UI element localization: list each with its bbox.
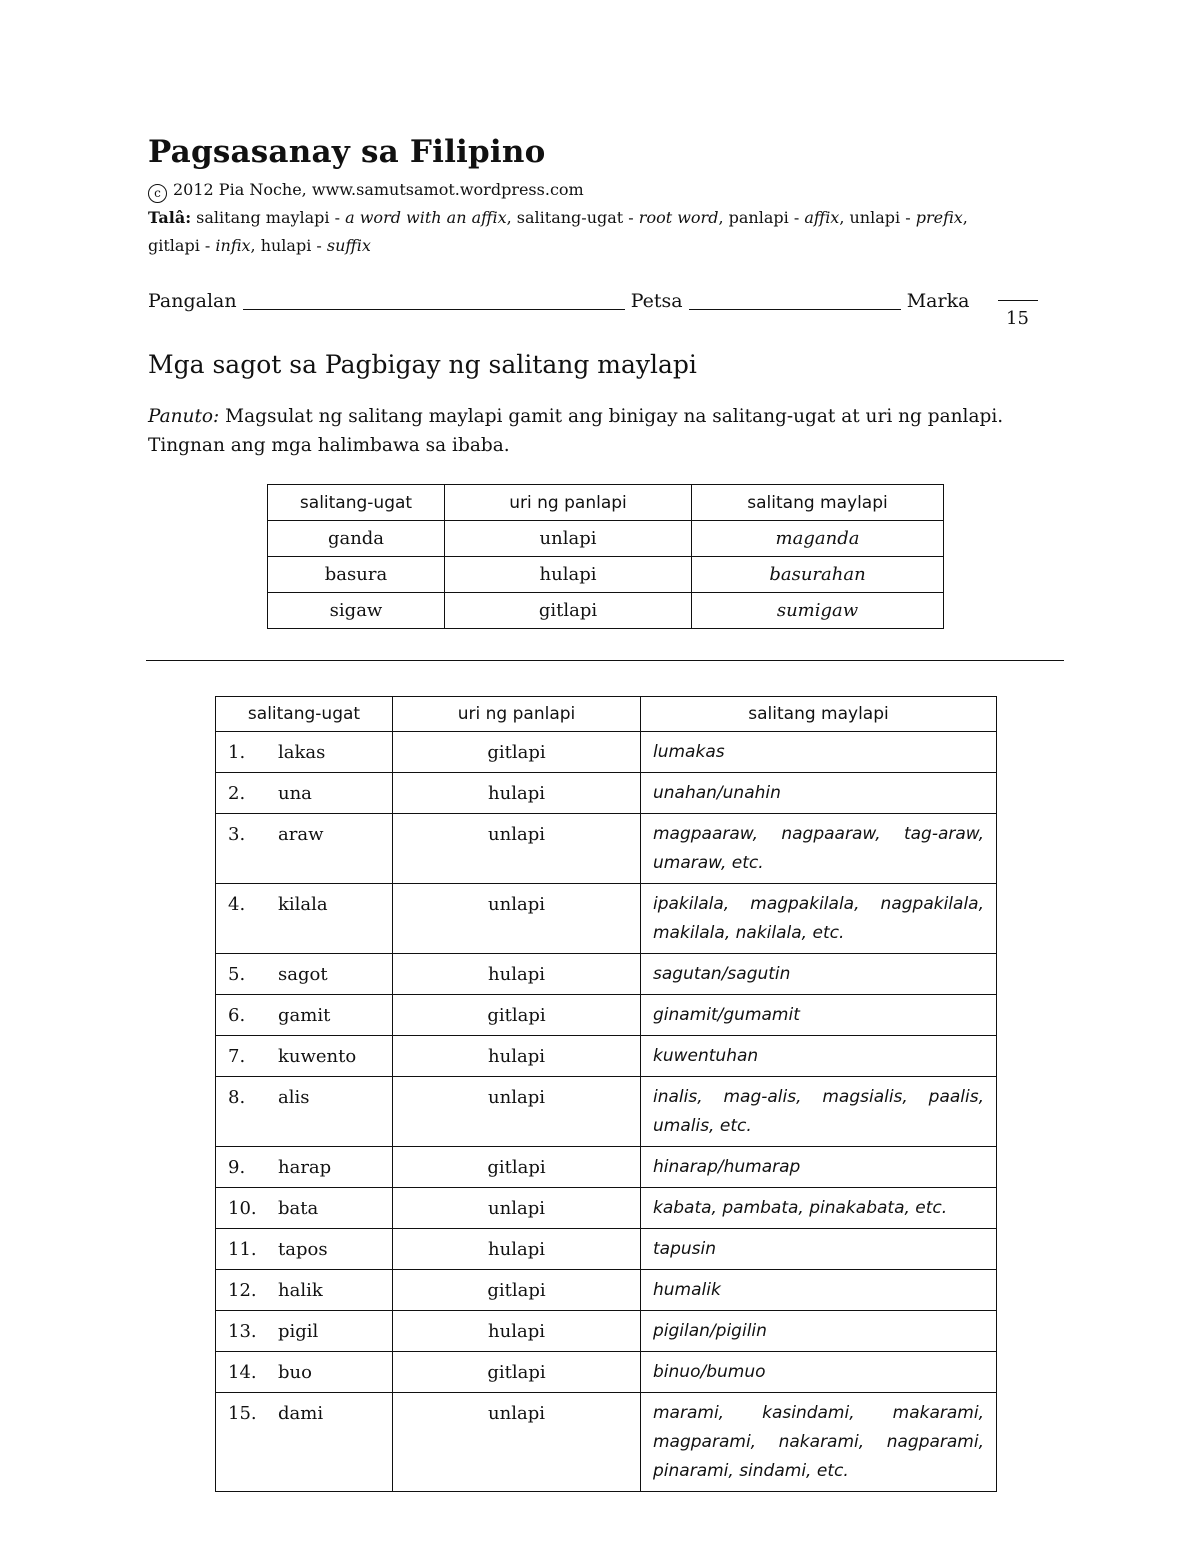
table-row [216,1188,997,1229]
example-table [267,484,944,629]
student-info-fields [148,290,969,312]
glossary-translation: infix [215,236,251,255]
table-row [216,884,997,954]
date-blank[interactable] [689,309,901,310]
root-word-cell: sigaw [268,593,445,629]
instructions [148,402,1078,460]
answer-cell: kuwentuhan [641,1036,997,1077]
affixed-word-cell: maganda [692,521,944,557]
affix-type-cell: unlapi [393,884,641,954]
score-total: 15 [1006,308,1029,329]
glossary-terms [191,208,968,227]
root-word-cell [216,954,393,995]
item-number: 12. [228,1280,257,1301]
glossary-translation: suffix [326,236,371,255]
worksheet-title: Pagsasanay sa Filipino [148,134,546,170]
root-word-cell [216,1393,393,1492]
column-header: salitang-ugat [216,697,393,732]
root-word: halik [278,1280,323,1301]
copyright-text: 2012 Pia Noche, www.samutsamot.wordpress.com [173,180,584,199]
affix-type-cell: gitlapi [393,1270,641,1311]
item-number: 14. [228,1362,257,1383]
glossary-term: , [962,208,968,227]
item-number: 15. [228,1403,257,1424]
name-label: Pangalan [148,290,237,312]
root-word-cell [216,1036,393,1077]
glossary-term: , hulapi - [250,236,327,255]
affix-type-cell: hulapi [445,557,692,593]
root-word-cell: ganda [268,521,445,557]
affixed-word-cell: sumigaw [692,593,944,629]
affix-type-cell: hulapi [393,954,641,995]
glossary-note-line-2 [148,236,371,255]
table-row [216,1077,997,1147]
answer-cell: hinarap/humarap [641,1147,997,1188]
item-number: 7. [228,1046,246,1067]
root-word: una [278,783,312,804]
column-header: uri ng panlapi [393,697,641,732]
date-label: Petsa [630,290,683,312]
answer-cell: ginamit/gumamit [641,995,997,1036]
answer-cell: ipakilala, magpakilala, nagpakilala, makilala, nakilala, etc. [641,884,997,954]
item-number: 6. [228,1005,246,1026]
answer-cell: lumakas [641,732,997,773]
affix-type-cell: unlapi [393,814,641,884]
item-number: 2. [228,783,246,804]
affix-type-cell: hulapi [393,1229,641,1270]
item-number: 9. [228,1157,246,1178]
item-number: 8. [228,1087,246,1108]
column-header: uri ng panlapi [445,485,692,521]
root-word-cell [216,995,393,1036]
answer-cell: magpaaraw, nagpaaraw, tag-araw, umaraw, etc. [641,814,997,884]
table-row [216,814,997,884]
score-label: Marka [906,290,970,312]
affix-type-cell: gitlapi [445,593,692,629]
glossary-translation: a word with an affix [345,208,507,227]
root-word-cell [216,1311,393,1352]
glossary-terms [148,236,371,255]
root-word: gamit [278,1005,331,1026]
table-row [216,954,997,995]
column-header: salitang maylapi [641,697,997,732]
root-word-cell [216,773,393,814]
table-row [216,1352,997,1393]
affix-type-cell: unlapi [393,1188,641,1229]
root-word: dami [278,1403,324,1424]
root-word-cell [216,1077,393,1147]
root-word: harap [278,1157,332,1178]
root-word-cell [216,884,393,954]
root-word-cell [216,732,393,773]
item-number: 10. [228,1198,257,1219]
table-header-row [268,485,944,521]
root-word: araw [278,824,324,845]
answer-cell: tapusin [641,1229,997,1270]
affix-type-cell: unlapi [393,1077,641,1147]
table-row [216,1229,997,1270]
glossary-term: salitang maylapi - [191,208,346,227]
glossary-note-line-1 [148,208,968,227]
name-blank[interactable] [243,309,625,310]
score-blank[interactable] [998,300,1038,301]
affix-type-cell: unlapi [445,521,692,557]
item-number: 11. [228,1239,257,1260]
root-word-cell [216,1147,393,1188]
table-row [216,1311,997,1352]
divider [146,660,1064,661]
root-word: kilala [278,894,328,915]
table-row [268,593,944,629]
glossary-term: gitlapi - [148,236,216,255]
table-row [216,773,997,814]
table-row [216,1393,997,1492]
answer-cell: marami, kasindami, makarami, magparami, nakarami, nagparami, pinarami, sindami, etc. [641,1393,997,1492]
note-label: Talâ: [148,208,192,227]
glossary-translation: prefix [915,208,963,227]
affix-type-cell: gitlapi [393,1147,641,1188]
answer-cell: sagutan/sagutin [641,954,997,995]
item-number: 3. [228,824,246,845]
root-word: buo [278,1362,312,1383]
answer-cell: kabata, pambata, pinakabata, etc. [641,1188,997,1229]
root-word-cell [216,1270,393,1311]
section-heading: Mga sagot sa Pagbigay ng salitang maylapi [148,350,697,379]
item-number: 13. [228,1321,257,1342]
affix-type-cell: hulapi [393,1311,641,1352]
column-header: salitang-ugat [268,485,445,521]
root-word: alis [278,1087,310,1108]
affix-type-cell: hulapi [393,773,641,814]
glossary-term: , panlapi - [718,208,805,227]
table-row [216,995,997,1036]
answer-cell: pigilan/pigilin [641,1311,997,1352]
table-row [268,557,944,593]
root-word-cell [216,1188,393,1229]
answer-table [215,696,997,1492]
affix-type-cell: gitlapi [393,995,641,1036]
root-word-cell [216,814,393,884]
root-word: bata [278,1198,319,1219]
root-word: kuwento [278,1046,357,1067]
column-header: salitang maylapi [692,485,944,521]
answer-cell: inalis, mag-alis, magsialis, paalis, umalis, etc. [641,1077,997,1147]
copyright-line [148,180,584,203]
root-word-cell [216,1352,393,1393]
answer-cell: binuo/bumuo [641,1352,997,1393]
answer-cell: humalik [641,1270,997,1311]
glossary-term: , unlapi - [839,208,916,227]
root-word-cell [216,1229,393,1270]
table-header-row [216,697,997,732]
instruction-label: Panuto: [148,406,220,427]
root-word: tapos [278,1239,328,1260]
affix-type-cell: unlapi [393,1393,641,1492]
root-word: lakas [278,742,326,763]
instruction-text: Magsulat ng salitang maylapi gamit ang binigay na salitang-ugat at uri ng panlapi. Tingnan ang mga halimbawa sa ibaba. [148,406,1004,456]
root-word-cell: basura [268,557,445,593]
root-word: pigil [278,1321,319,1342]
affix-type-cell: gitlapi [393,732,641,773]
table-row [216,1147,997,1188]
affixed-word-cell: basurahan [692,557,944,593]
table-row [268,521,944,557]
table-row [216,1270,997,1311]
affix-type-cell: hulapi [393,1036,641,1077]
copyright-icon: c [148,184,167,203]
item-number: 5. [228,964,246,985]
root-word: sagot [278,964,328,985]
table-row [216,1036,997,1077]
affix-type-cell: gitlapi [393,1352,641,1393]
item-number: 4. [228,894,246,915]
glossary-translation: affix [804,208,840,227]
item-number: 1. [228,742,246,763]
glossary-term: , salitang-ugat - [506,208,639,227]
glossary-translation: root word [638,208,719,227]
answer-cell: unahan/unahin [641,773,997,814]
table-row [216,732,997,773]
